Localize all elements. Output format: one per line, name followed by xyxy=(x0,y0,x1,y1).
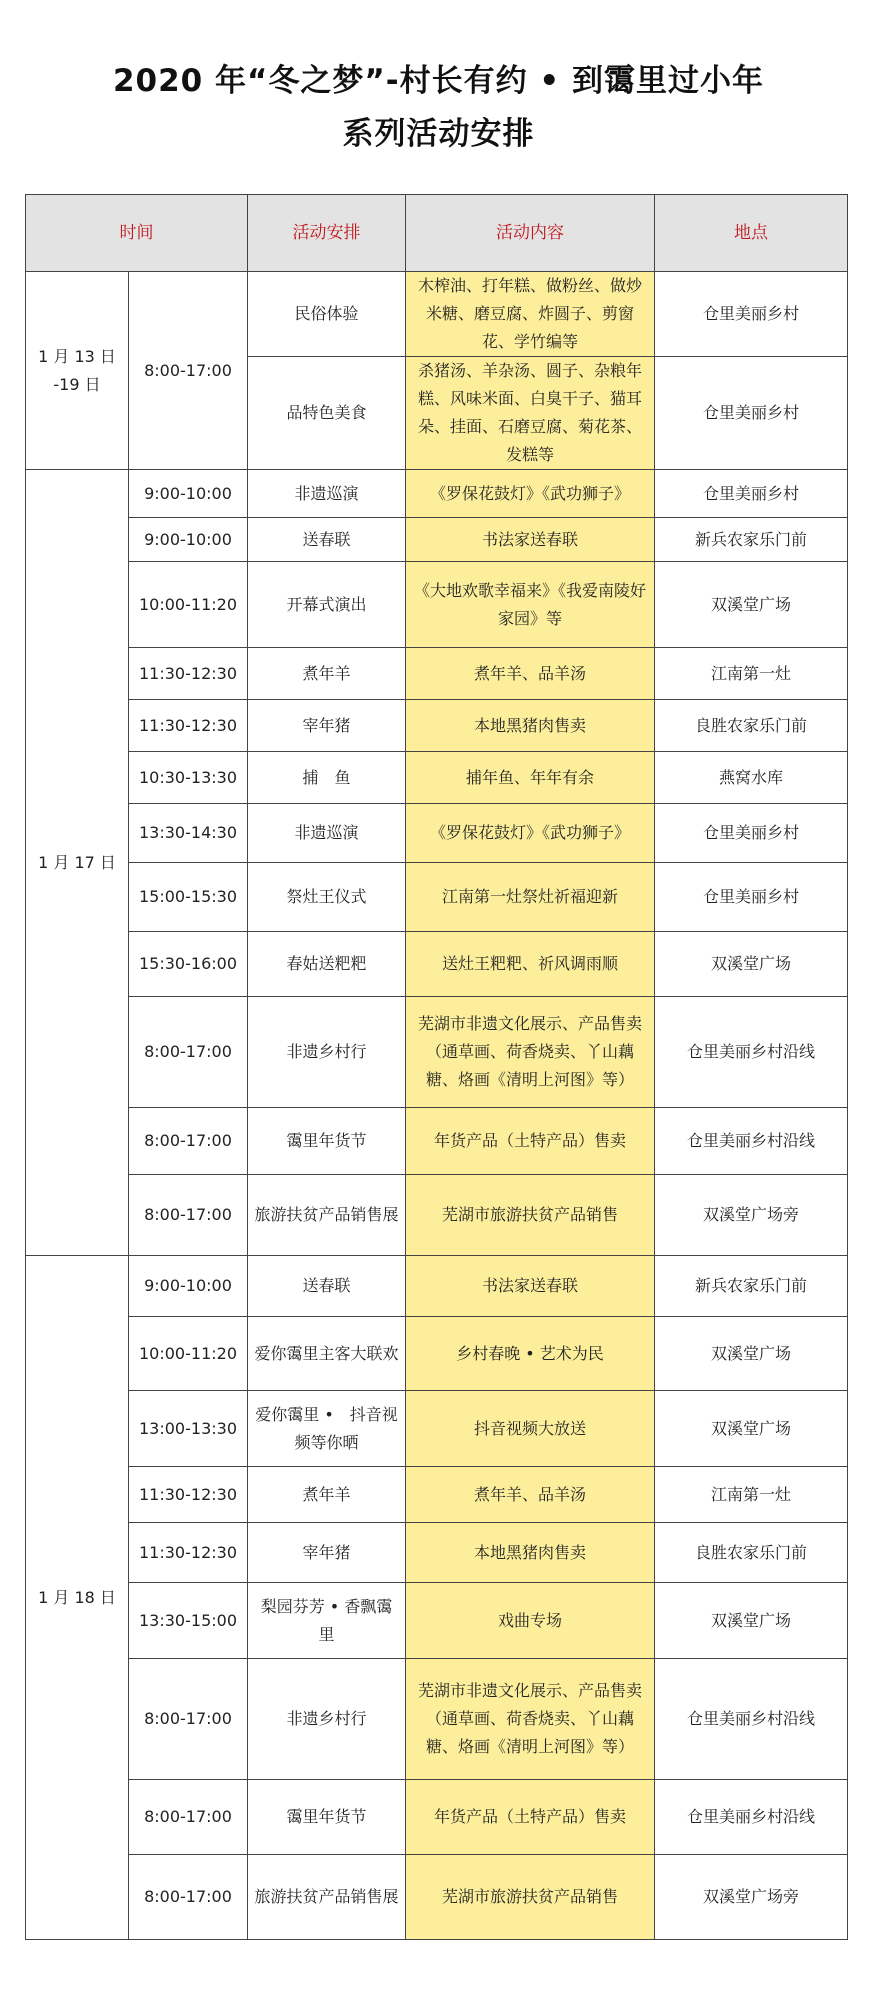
time-cell: 8:00-17:00 xyxy=(129,1780,248,1855)
activity-cell: 霭里年货节 xyxy=(248,1780,406,1855)
location-cell: 良胜农家乐门前 xyxy=(655,1523,848,1583)
location-cell: 仓里美丽乡村 xyxy=(655,357,848,470)
table-row xyxy=(26,1659,848,1780)
header-location: 地点 xyxy=(655,195,848,272)
table-row xyxy=(26,1855,848,1940)
table-row xyxy=(26,1391,848,1467)
time-cell: 8:00-17:00 xyxy=(129,1108,248,1175)
location-cell: 燕窝水库 xyxy=(655,752,848,804)
activity-cell: 民俗体验 xyxy=(248,272,406,357)
table-row xyxy=(26,1523,848,1583)
time-cell: 13:30-14:30 xyxy=(129,804,248,863)
table-row xyxy=(26,1467,848,1523)
location-cell: 仓里美丽乡村 xyxy=(655,272,848,357)
date-cell: 1 月 17 日 xyxy=(26,470,129,1256)
time-cell: 8:00-17:00 xyxy=(129,1175,248,1256)
activity-cell: 旅游扶贫产品销售展 xyxy=(248,1855,406,1940)
time-cell: 11:30-12:30 xyxy=(129,700,248,752)
table-row xyxy=(26,562,848,648)
activity-cell: 煮年羊 xyxy=(248,648,406,700)
table-row xyxy=(26,997,848,1108)
location-cell: 双溪堂广场 xyxy=(655,932,848,997)
time-cell: 10:00-11:20 xyxy=(129,562,248,648)
table-row xyxy=(26,272,848,357)
activity-cell: 霭里年货节 xyxy=(248,1108,406,1175)
date-cell: 1 月 13 日 -19 日 xyxy=(26,272,129,470)
content-cell: 年货产品（土特产品）售卖 xyxy=(406,1108,655,1175)
content-cell: 芜湖市非遗文化展示、产品售卖（通草画、荷香烧卖、丫山藕糖、烙画《清明上河图》等） xyxy=(406,997,655,1108)
location-cell: 双溪堂广场旁 xyxy=(655,1855,848,1940)
table-row xyxy=(26,1175,848,1256)
time-cell: 9:00-10:00 xyxy=(129,1256,248,1317)
table-row xyxy=(26,752,848,804)
activity-cell: 非遗巡演 xyxy=(248,804,406,863)
page-title: 2020 年“冬之梦”-村长有约 • 到霭里过小年 xyxy=(112,63,765,99)
time-cell: 10:00-11:20 xyxy=(129,1317,248,1391)
schedule-table xyxy=(25,194,848,1940)
location-cell: 仓里美丽乡村沿线 xyxy=(655,1659,848,1780)
location-cell: 仓里美丽乡村沿线 xyxy=(655,997,848,1108)
activity-cell: 春姑送粑粑 xyxy=(248,932,406,997)
activity-cell: 宰年猪 xyxy=(248,700,406,752)
content-cell: 捕年鱼、年年有余 xyxy=(406,752,655,804)
table-row xyxy=(26,470,848,518)
table-row xyxy=(26,863,848,932)
location-cell: 江南第一灶 xyxy=(655,648,848,700)
location-cell: 江南第一灶 xyxy=(655,1467,848,1523)
time-cell: 10:30-13:30 xyxy=(129,752,248,804)
header-row xyxy=(26,195,848,272)
header-activity: 活动安排 xyxy=(248,195,406,272)
table-row xyxy=(26,648,848,700)
time-cell: 11:30-12:30 xyxy=(129,648,248,700)
table-row xyxy=(26,932,848,997)
time-cell: 8:00-17:00 xyxy=(129,1855,248,1940)
table-row xyxy=(26,1780,848,1855)
header-content: 活动内容 xyxy=(406,195,655,272)
location-cell: 双溪堂广场 xyxy=(655,562,848,648)
location-cell: 仓里美丽乡村 xyxy=(655,470,848,518)
content-cell: 《罗保花鼓灯》《武功狮子》 xyxy=(406,470,655,518)
activity-cell: 爱你霭里主客大联欢 xyxy=(248,1317,406,1391)
time-cell: 8:00-17:00 xyxy=(129,272,248,470)
table-row xyxy=(26,804,848,863)
time-cell: 8:00-17:00 xyxy=(129,1659,248,1780)
table-row xyxy=(26,1108,848,1175)
activity-cell: 祭灶王仪式 xyxy=(248,863,406,932)
location-cell: 仓里美丽乡村沿线 xyxy=(655,1780,848,1855)
time-cell: 13:30-15:00 xyxy=(129,1583,248,1659)
date-cell: 1 月 18 日 xyxy=(26,1256,129,1940)
content-cell: 江南第一灶祭灶祈福迎新 xyxy=(406,863,655,932)
time-cell: 9:00-10:00 xyxy=(129,470,248,518)
location-cell: 新兵农家乐门前 xyxy=(655,518,848,562)
location-cell: 新兵农家乐门前 xyxy=(655,1256,848,1317)
location-cell: 双溪堂广场 xyxy=(655,1391,848,1467)
table-row xyxy=(26,700,848,752)
activity-cell: 捕 鱼 xyxy=(248,752,406,804)
content-cell: 书法家送春联 xyxy=(406,1256,655,1317)
location-cell: 仓里美丽乡村 xyxy=(655,863,848,932)
table-row xyxy=(26,1583,848,1659)
activity-cell: 送春联 xyxy=(248,1256,406,1317)
time-cell: 11:30-12:30 xyxy=(129,1523,248,1583)
activity-cell: 旅游扶贫产品销售展 xyxy=(248,1175,406,1256)
time-cell: 15:30-16:00 xyxy=(129,932,248,997)
header-time: 时间 xyxy=(26,195,248,272)
location-cell: 双溪堂广场 xyxy=(655,1317,848,1391)
location-cell: 仓里美丽乡村 xyxy=(655,804,848,863)
table-row xyxy=(26,518,848,562)
content-cell: 本地黑猪肉售卖 xyxy=(406,1523,655,1583)
location-cell: 双溪堂广场 xyxy=(655,1583,848,1659)
activity-cell: 宰年猪 xyxy=(248,1523,406,1583)
content-cell: 本地黑猪肉售卖 xyxy=(406,700,655,752)
content-cell: 年货产品（土特产品）售卖 xyxy=(406,1780,655,1855)
content-cell: 煮年羊、品羊汤 xyxy=(406,1467,655,1523)
activity-cell: 送春联 xyxy=(248,518,406,562)
content-cell: 煮年羊、品羊汤 xyxy=(406,648,655,700)
location-cell: 良胜农家乐门前 xyxy=(655,700,848,752)
table-row xyxy=(26,1317,848,1391)
content-cell: 乡村春晚 • 艺术为民 xyxy=(406,1317,655,1391)
activity-cell: 品特色美食 xyxy=(248,357,406,470)
content-cell: 书法家送春联 xyxy=(406,518,655,562)
activity-cell: 梨园芬芳 • 香飘霭里 xyxy=(248,1583,406,1659)
content-cell: 木榨油、打年糕、做粉丝、做炒米糖、磨豆腐、炸圆子、剪窗花、学竹编等 xyxy=(406,272,655,357)
activity-cell: 爱你霭里 • 抖音视频等你晒 xyxy=(248,1391,406,1467)
content-cell: 芜湖市非遗文化展示、产品售卖（通草画、荷香烧卖、丫山藕糖、烙画《清明上河图》等） xyxy=(406,1659,655,1780)
table-row xyxy=(26,1256,848,1317)
time-cell: 13:00-13:30 xyxy=(129,1391,248,1467)
content-cell: 杀猪汤、羊杂汤、圆子、杂粮年糕、风味米面、白臭干子、猫耳朵、挂面、石磨豆腐、菊花茶、发糕等 xyxy=(406,357,655,470)
activity-cell: 煮年羊 xyxy=(248,1467,406,1523)
activity-cell: 非遗乡村行 xyxy=(248,997,406,1108)
schedule-body xyxy=(26,272,848,1940)
page-subtitle: 系列活动安排 xyxy=(342,116,535,152)
time-cell: 8:00-17:00 xyxy=(129,997,248,1108)
content-cell: 芜湖市旅游扶贫产品销售 xyxy=(406,1855,655,1940)
time-cell: 11:30-12:30 xyxy=(129,1467,248,1523)
time-cell: 9:00-10:00 xyxy=(129,518,248,562)
location-cell: 仓里美丽乡村沿线 xyxy=(655,1108,848,1175)
activity-cell: 开幕式演出 xyxy=(248,562,406,648)
time-cell: 15:00-15:30 xyxy=(129,863,248,932)
content-cell: 戏曲专场 xyxy=(406,1583,655,1659)
content-cell: 《大地欢歌幸福来》《我爱南陵好家园》等 xyxy=(406,562,655,648)
activity-cell: 非遗巡演 xyxy=(248,470,406,518)
location-cell: 双溪堂广场旁 xyxy=(655,1175,848,1256)
content-cell: 抖音视频大放送 xyxy=(406,1391,655,1467)
content-cell: 《罗保花鼓灯》《武功狮子》 xyxy=(406,804,655,863)
content-cell: 芜湖市旅游扶贫产品销售 xyxy=(406,1175,655,1256)
content-cell: 送灶王粑粑、祈风调雨顺 xyxy=(406,932,655,997)
activity-cell: 非遗乡村行 xyxy=(248,1659,406,1780)
